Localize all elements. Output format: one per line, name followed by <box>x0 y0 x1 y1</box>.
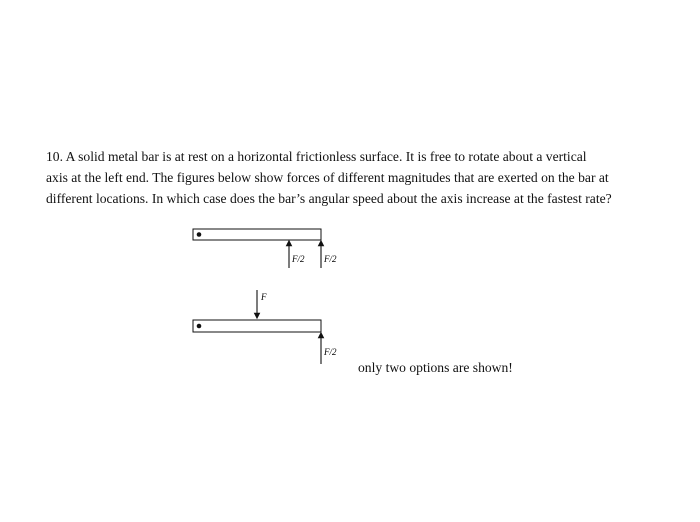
question-line-3: different locations. In which case does the bar’s angular speed about the axis increase at the fastest rate? <box>46 191 612 206</box>
question-line-2: axis at the left end. The figures below show forces of different magnitudes that are exerted on the bar at <box>46 170 609 185</box>
case1-figure <box>193 229 337 268</box>
case1-pivot-axis <box>197 232 202 237</box>
case2-pivot-axis <box>197 324 202 329</box>
note-text: only two options are shown! <box>358 360 513 375</box>
case2-figure <box>193 290 337 364</box>
case1-bar <box>193 229 321 240</box>
case1-force-label-2: F/2 <box>324 254 337 264</box>
question-line-1: 10. A solid metal bar is at rest on a horizontal frictionless surface. It is free to rotate about a vertical <box>46 149 587 164</box>
case2-force-label-2: F/2 <box>324 347 337 357</box>
case1-force-label-1: F/2 <box>292 254 305 264</box>
case2-force-label-1: F <box>261 292 267 302</box>
case2-bar <box>193 320 321 332</box>
